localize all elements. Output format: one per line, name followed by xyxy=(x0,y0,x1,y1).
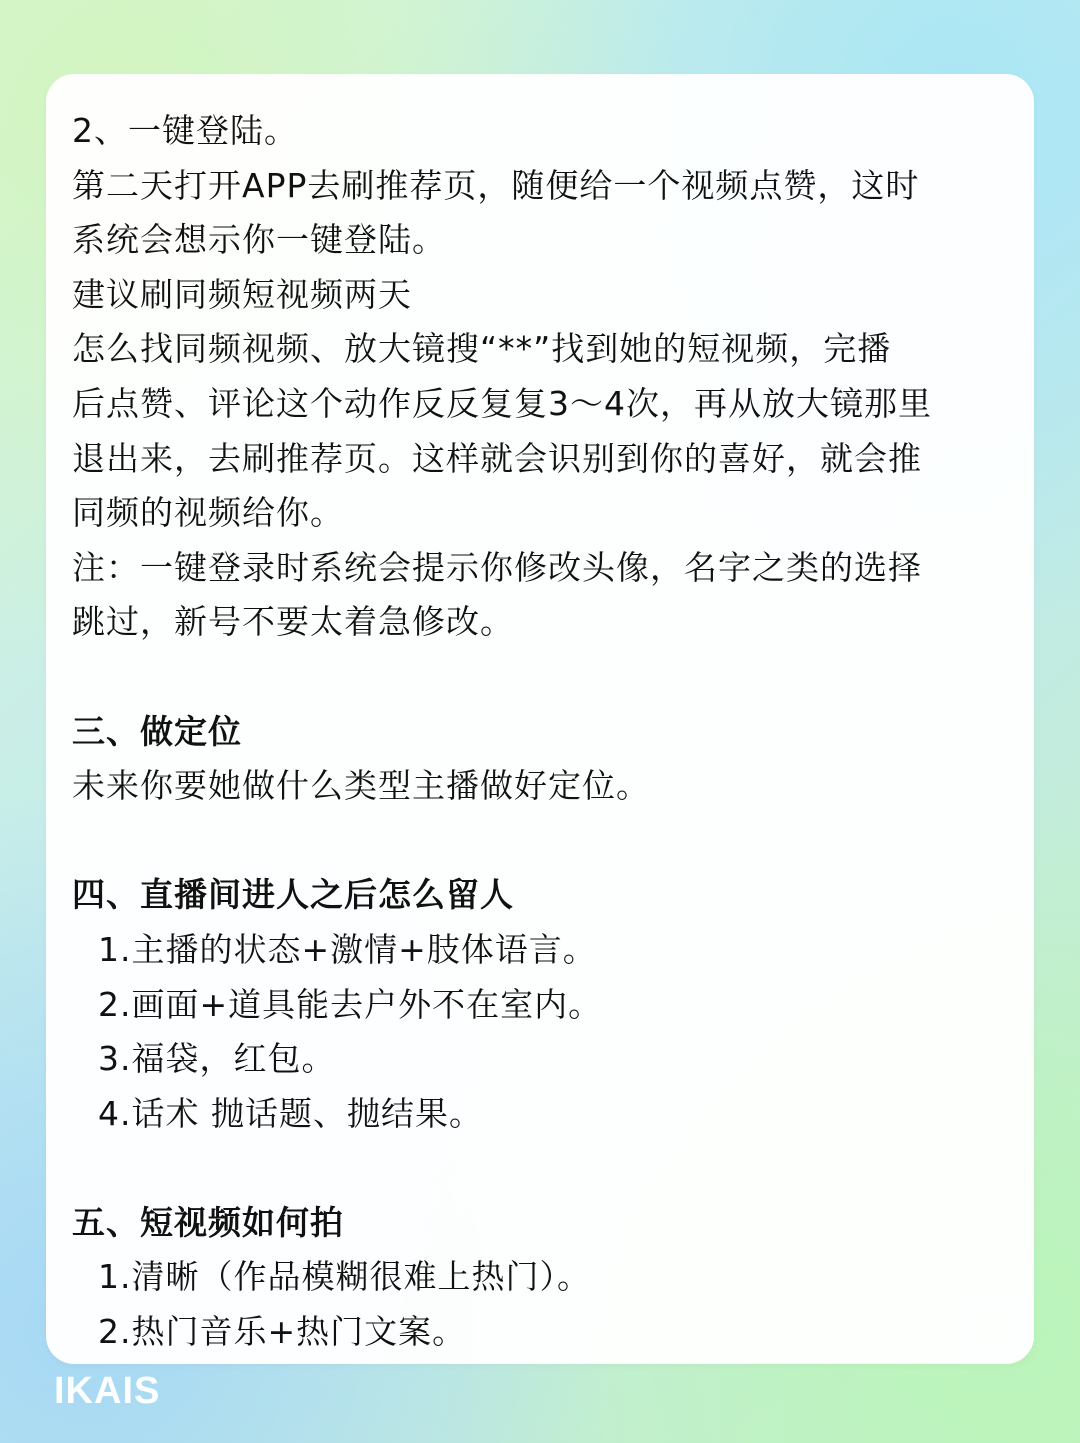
section-2-line-9: 跳过，新号不要太着急修改。 xyxy=(72,602,514,642)
watermark-logo: IKAIS xyxy=(54,1370,161,1412)
section-5-item-2: 2.热门音乐+热门文案。 xyxy=(98,1312,467,1352)
section-2-line-6: 退出来，去刷推荐页。这样就会识别到你的喜好，就会推 xyxy=(72,438,922,478)
section-gap xyxy=(72,1141,1010,1196)
section-2-line-3: 建议刷同频短视频两天 xyxy=(72,274,412,314)
section-2-line-1: 第二天打开APP去刷推荐页，随便给一个视频点赞，这时 xyxy=(72,165,920,205)
section-2-line-5: 后点赞、评论这个动作反反复复3～4次，再从放大镜那里 xyxy=(72,383,932,423)
section-gap xyxy=(72,650,1010,705)
section-4-item-3: 3.福袋，红包。 xyxy=(98,1039,336,1079)
section-4-title: 四、直播间进人之后怎么留人 xyxy=(72,875,514,915)
section-5-item-1: 1.清晰（作品模糊很难上热门）。 xyxy=(98,1257,591,1297)
section-3-body: 未来你要她做什么类型主播做好定位。 xyxy=(72,766,650,806)
section-2-line-8: 注：一键登录时系统会提示你修改头像，名字之类的选择 xyxy=(72,547,922,587)
section-gap xyxy=(72,814,1010,869)
document-content xyxy=(72,104,1010,1360)
section-4-item-1: 1.主播的状态+激情+肢体语言。 xyxy=(98,929,597,969)
content-card xyxy=(46,74,1034,1364)
section-2-line-7: 同频的视频给你。 xyxy=(72,493,344,533)
section-2-title: 2、一键登陆。 xyxy=(72,111,298,150)
section-2-line-2: 系统会想示你一键登陆。 xyxy=(72,220,446,260)
section-4-item-4: 4.话术 抛话题、抛结果。 xyxy=(98,1093,483,1133)
section-4-item-2: 2.画面+道具能去户外不在室内。 xyxy=(98,984,603,1024)
section-5-title: 五、短视频如何拍 xyxy=(72,1202,344,1242)
section-3-title: 三、做定位 xyxy=(72,711,242,751)
section-2-line-4: 怎么找同频视频、放大镜搜“**”找到她的短视频，完播 xyxy=(72,329,892,369)
